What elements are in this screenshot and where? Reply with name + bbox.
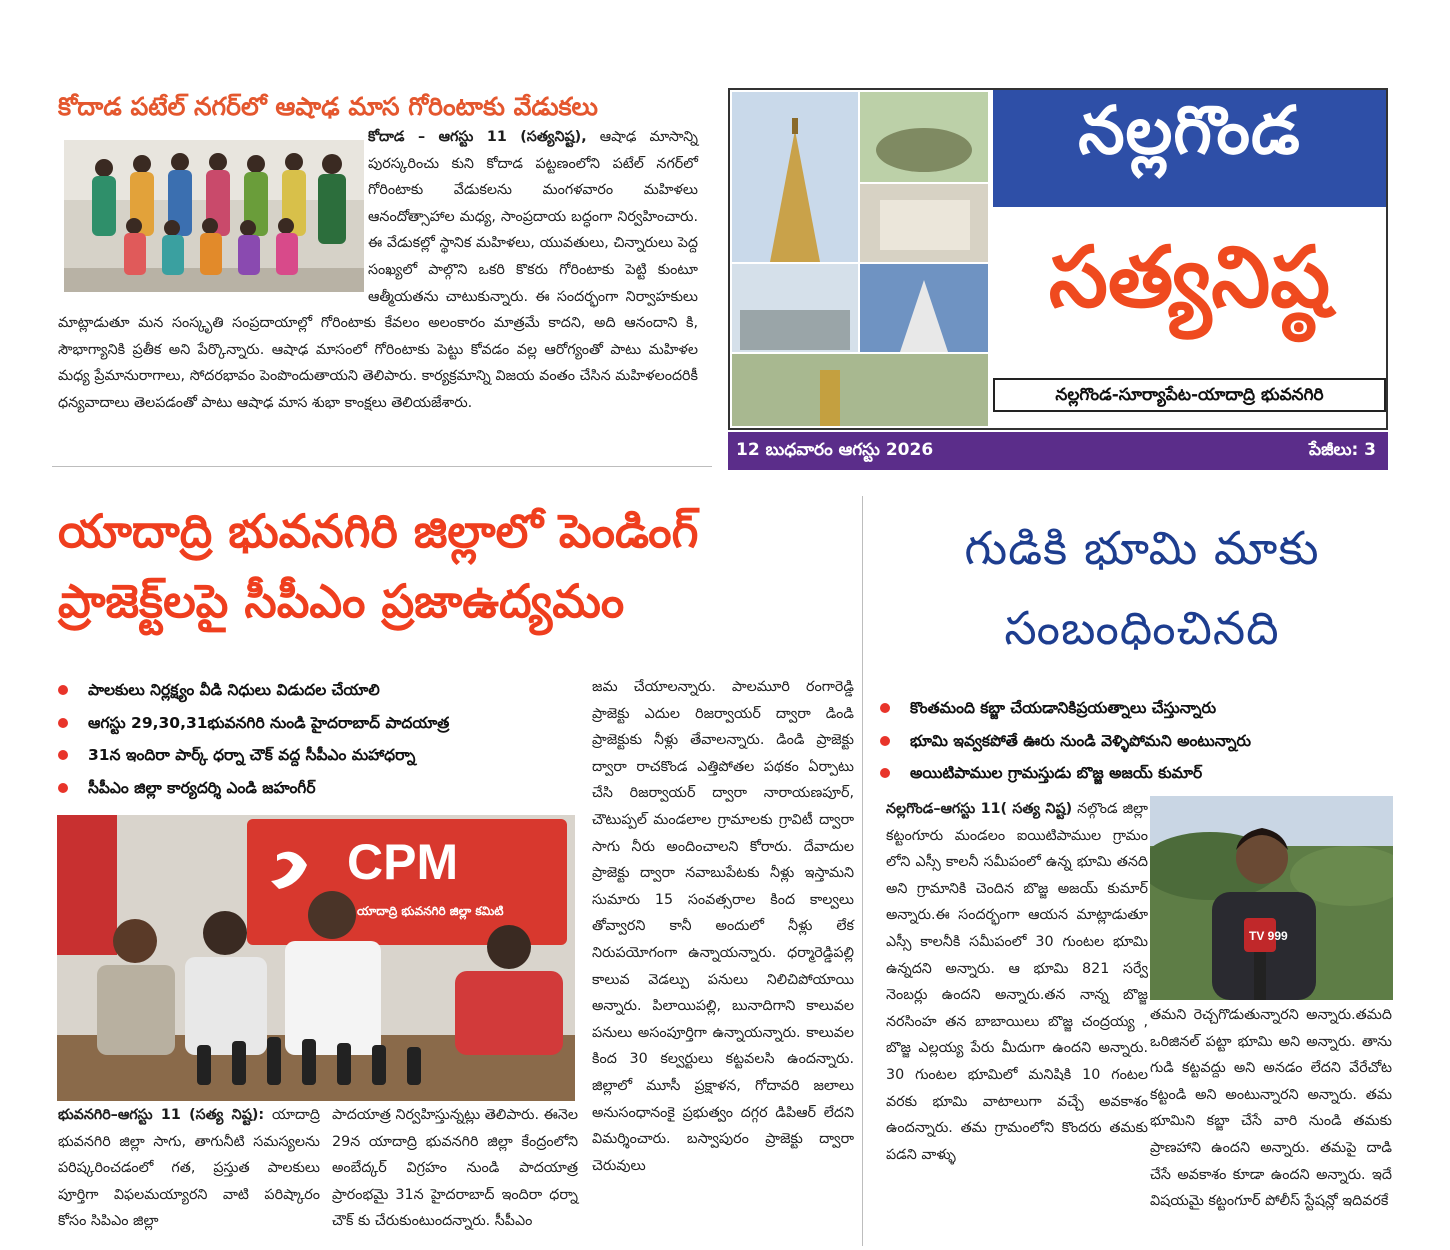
main-story-column-1 xyxy=(58,1102,320,1235)
list-item: పాలకులు నిర్లక్ష్యం వీడి నిధులు విడుదల చేయాలి xyxy=(58,674,578,707)
masthead-region-word: నల్లగొండ xyxy=(1078,92,1301,169)
bullet-icon xyxy=(880,703,890,713)
right-story-column-1 xyxy=(886,796,1148,1168)
bullet-icon xyxy=(58,783,68,793)
right-story-col1-text: నల్గొండ జిల్లా కట్టంగూరు మండలం ఐయిటిపాముల గ్రామం లోని ఎస్సీ కాలనీ సమీపంలో ఉన్న భూమి తనది అని గ్రామానికి చెందిన బొజ్జ అజయ్ కుమార్ అన్నారు.ఈ సందర్భంగా ఆయన మాట్లాడుతూ ఎస్సీ కాలనీకి సమీపంలో 30 గుంటల భూమి ఉన్నదని అన్నారు. ఆ భూమి 821 సర్వే నెంబర్లు ఉందని అన్నారు.తన నాన్న బొజ్జ నరసింహ తన బాబాయిలు బొజ్జ చంద్రయ్య , బొజ్జ ఎల్లయ్య పేరు మీదుగా ఉందని అన్నారు. 30 గుంటల భూమిలో మనిషికి 10 గంటల వరకు భూమి వాటాలుగా వచ్చే అవకాశం ఉందన్నారు. తమ గ్రామంలోని కొందరు తమకు పడని వాళ్ళు xyxy=(886,801,1148,1163)
column-divider xyxy=(862,496,863,1246)
cpm-press-meet-photo xyxy=(57,815,575,1101)
press-meet-illustration xyxy=(57,815,575,1101)
mic-label: TV 999 xyxy=(1249,929,1288,943)
temple-collage-illustration xyxy=(730,90,990,428)
right-story-headline: గుడికి భూమి మాకు సంబంధించినది xyxy=(964,521,1320,655)
bullet-icon xyxy=(58,750,68,760)
right-story-dateline: నల్లగొండ–ఆగస్టు 11( సత్య నిష్ట) xyxy=(886,801,1073,817)
main-story-dateline: భువనగిరి–ఆగస్టు 11 (సత్య నిష్ట): xyxy=(58,1107,265,1123)
masthead-subtitle: నల్లగొండ-సూర్యాపేట-యాదాద్రి భువనగిరి xyxy=(993,378,1386,412)
list-item: అయిటిపాముల గ్రామస్తుడు బొజ్జ అజయ్ కుమార్ xyxy=(880,757,1420,790)
main-headline: యాదాద్రి భువనగిరి జిల్లాలో పెండింగ్ ప్రాజెక్ట్‌లపై సీపీఎం ప్రజాఉద్యమం xyxy=(58,504,699,628)
list-item: ఆగస్టు 29,30,31భువనగిరి నుండి హైదరాబాద్ పాదయాత్ర xyxy=(58,707,578,740)
list-item: కొంతమంది కబ్జా చేయడానికిప్రయత్నాలు చేస్తున్నారు xyxy=(880,692,1420,725)
story1-body xyxy=(58,124,698,417)
list-item: సీపీఎం జిల్లా కార్యదర్శి ఎండి జహంగీర్ xyxy=(58,772,578,805)
story1-dateline: కోదాడ – ఆగస్టు 11 (సత్యనిష్ట), xyxy=(368,129,587,145)
page-count: పేజీలు: 3 xyxy=(1309,440,1376,460)
bullet-icon xyxy=(58,718,68,728)
main-story-column-2: పాదయాత్ర నిర్వహిస్తున్నట్లు తెలిపారు. ఈనెల 29న యాదాద్రి భువనగిరి జిల్లా కేంద్రంలోని అంబేద్కర్ విగ్రహం నుండి పాదయాత్ర ప్రారంభమై 31న హైదరాబాద్ ఇందిరా ధర్నా చౌక్ కు చేరుకుంటుందన్నారు. సీపీఎం xyxy=(332,1107,578,1230)
main-story-col1-text: యాదాద్రి భువనగిరి జిల్లా సాగు, తాగునీటి సమస్యలను పరిష్కరించడంలో గత, ప్రస్తుత పాలకులు పూర్తిగా విఫలమయ్యారని వాటి పరిష్కారం కోసం సిపిఎం జిల్లా xyxy=(58,1107,320,1230)
masthead-paper-name: సత్యనిష్ఠ xyxy=(1048,228,1331,326)
main-story-bullets xyxy=(58,674,578,804)
story1-body-text: ఆషాఢ మాసాన్ని పురస్కరించు కుని కోదాడ పట్టణంలోని పటేల్ నగర్‌లో గోరింటాకు వేడుకలను మంగళవారం మహిళలు ఆనందోత్సాహాల మధ్య, సాంప్రదాయ బద్ధంగా నిర్వహించారు. ఈ వేడుకల్లో స్థానిక మహిళలు, యువతులు, చిన్నారులు పెద్ద సంఖ్యలో పాల్గొని ఒకరి కొకరు గోరింటాకు పెట్టి కుంటూ ఆత్మీయతను చాటుకున్నారు. ఈ సందర్భంగా నిర్వాహకులు మాట్లాడుతూ మన సంస్కృతి సంప్రదాయాల్లో గోరింటాకు కేవలం అలంకారం మాత్రమే కాదని, అది ఆనందాని కి, సౌభాగ్యానికి ప్రతీక అని పేర్కొన్నారు. ఆషాఢ మాసంలో గోరింటాకు పెట్టు కోవడం వల్ల ఆరోగ్యంతో పాటు మహిళల మధ్య ప్రేమానురాగాలు, సోదరభావం పెంపొందుతాయని తెలిపారు. కార్యక్రమాన్ని విజయ వంతం చేసిన మహిళలందరికీ ధన్యవాదాలు తెలపడంతో పాటు ఆషాఢ మాస శుభా కాంక్షలు తెలియజేశారు. xyxy=(58,129,698,411)
masthead-photo-collage xyxy=(730,90,990,428)
bullet-icon xyxy=(58,685,68,695)
story1-headline: కోదాడ పటేల్ నగర్‌లో ఆషాఢ మాస గోరింటాకు వేడుకలు xyxy=(58,92,598,121)
cpm-banner-subtext: యాదాద్రి భువనగిరి జిల్లా కమిటి xyxy=(357,904,504,918)
list-item: భూమి ఇవ్వకపోతే ఊరు నుండి వెళ్ళిపోమని అంటున్నారు xyxy=(880,725,1420,758)
main-story-column-3: జమ చేయాలన్నారు. పాలమూరి రంగారెడ్డి ప్రాజెక్టు ఎదుల రిజర్వాయర్ ద్వారా డిండి ప్రాజెక్టుకు నీళ్లు తేవాలన్నారు. డిండి ప్రాజెక్టు ద్వారా రాచకొండ ఎత్తిపోతల పథకం ఏర్పాటు చేసి రిజర్వాయర్ ద్వారా నారాయణపూర్, చౌటుప్పల్ మండలాల గ్రామాలకు గ్రావిటీ ద్వారా సాగు నీరు అందించాలని కోరారు. దేవాదుల ప్రాజెక్టు ద్వారా నవాబుపేటకు నీళ్లు ఇస్తామని సుమారు 15 సంవత్సరాల కింద కాల్వలు తోవ్వారని కానీ అందులో నీళ్లు లేక నిరుపయోగంగా ఉన్నాయన్నారు. ధర్మారెడ్డిపల్లి కాలువ వెడల్పు పనులు నిలిచిపోయాయి అన్నారు. పిలాయిపల్లి, బునాదిగాని కాలువల పనులు అసంపూర్తిగా ఉన్నాయన్నారు. కాలువల కింద 30 కల్వర్టులు కట్టవలసి ఉందన్నారు. జిల్లాలో మూసీ ప్రక్షాళన, గోదావరి జలాలు అనుసంధానంకై ప్రభుత్వం దగ్గర డిపిఆర్ లేదని విమర్శించారు. బస్వాపురం ప్రాజెక్టు ద్వారా చెరువులు xyxy=(592,679,854,1174)
bullet-icon xyxy=(880,768,890,778)
reporter-photo xyxy=(1150,796,1393,1000)
issue-date: 12 బుధవారం ఆగస్టు 2026 xyxy=(736,440,934,460)
date-bar xyxy=(728,432,1388,470)
man-with-mic-illustration xyxy=(1150,796,1393,1000)
right-story-bullets xyxy=(880,692,1420,790)
right-story-column-2: తమని రెచ్చగొడుతున్నారని అన్నారు.తమది ఒరిజినల్ పట్టా భూమి అని అన్నారు. తాను గుడి కట్టవద్దు అని అనడం లేదని వేరేచోట కట్టండి అని అంటున్నారని అన్నారు. తమ భూమిని కబ్జా చేసే వారి నుండి తమకు ప్రాణహాని ఉందని అన్నారు. తమపై దాడి చేసే అవకాశం కూడా ఉందని అన్నారు. ఇదే విషయమై కట్టంగూర్ పోలీస్ స్టేషన్లో ఇదివరకే xyxy=(1150,1007,1392,1210)
story1-divider xyxy=(52,466,712,467)
cpm-banner-text: CPM xyxy=(347,834,459,890)
list-item: 31న ఇందిరా పార్క్ ధర్నా చౌక్ వద్ద సీపీఎం మహాధర్నా xyxy=(58,739,578,772)
bullet-icon xyxy=(880,736,890,746)
